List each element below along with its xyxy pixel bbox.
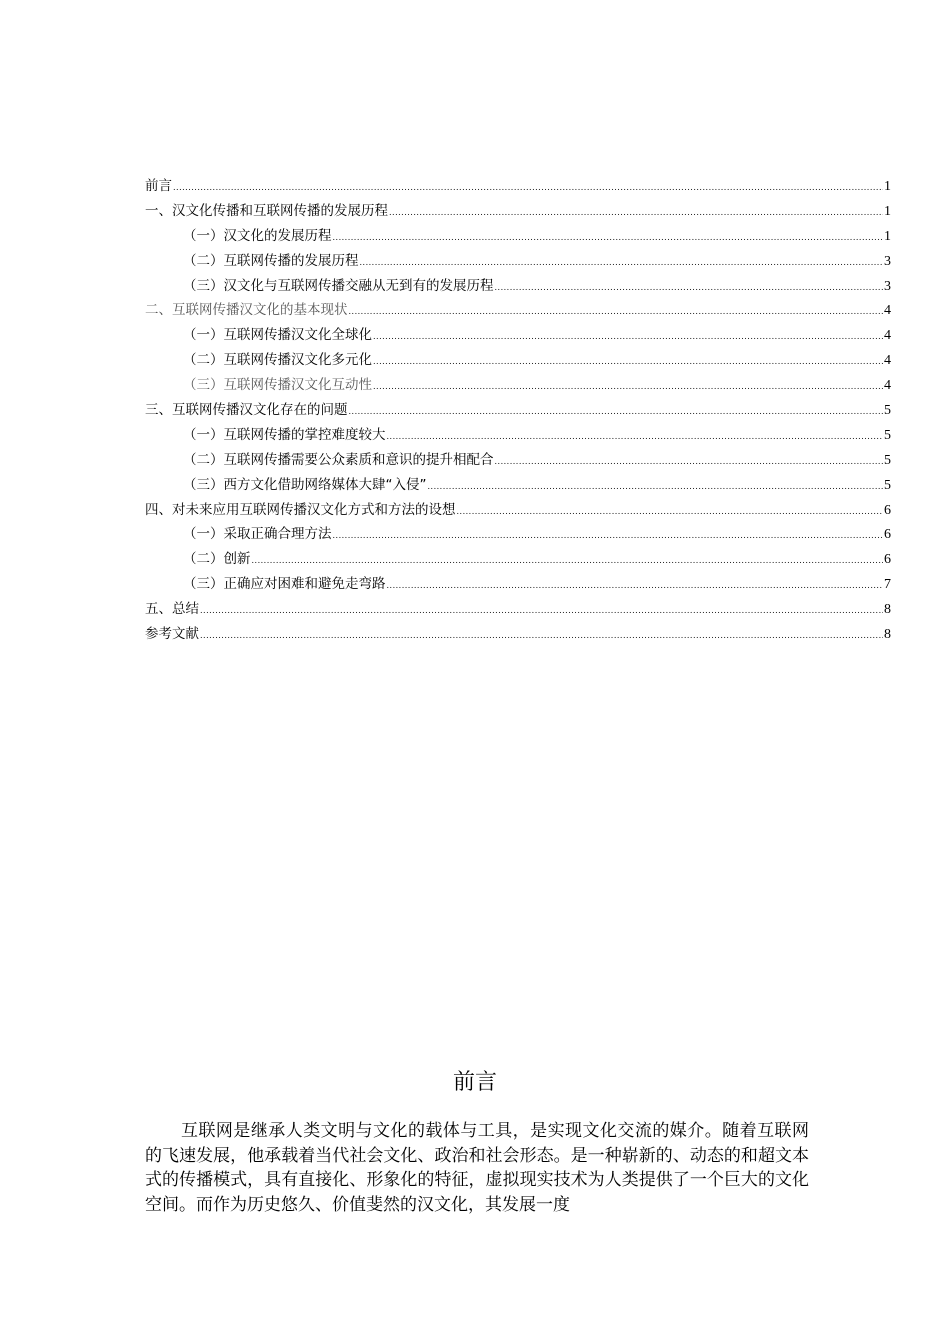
toc-entry[interactable] xyxy=(145,373,891,398)
table-of-contents xyxy=(145,174,891,647)
toc-page-number: 5 xyxy=(884,427,891,443)
toc-page-number: 4 xyxy=(884,303,891,319)
toc-entry-label: 二、互联网传播汉文化的基本现状 xyxy=(145,302,348,319)
toc-entry-label: （一）互联网传播的掌控难度较大 xyxy=(183,426,386,443)
toc-entry-label: （二）互联网传播需要公众素质和意识的提升相配合 xyxy=(183,451,494,468)
toc-page-number: 6 xyxy=(884,552,891,568)
toc-entry-label: （三）互联网传播汉文化互动性 xyxy=(183,377,372,394)
toc-leader-dots xyxy=(360,251,884,276)
toc-leader-dots xyxy=(333,524,884,549)
toc-entry-label: （二）互联网传播汉文化多元化 xyxy=(183,352,372,369)
toc-entry-label: 三、互联网传播汉文化存在的问题 xyxy=(145,402,348,419)
toc-leader-dots xyxy=(495,276,884,301)
toc-entry[interactable] xyxy=(145,473,891,498)
toc-entry-label: （二）互联网传播的发展历程 xyxy=(183,252,359,269)
toc-entry-label: （一）汉文化的发展历程 xyxy=(183,227,332,244)
toc-page-number: 5 xyxy=(884,403,891,419)
toc-entry[interactable] xyxy=(145,298,891,323)
toc-leader-dots xyxy=(333,226,884,251)
toc-leader-dots xyxy=(373,375,883,400)
toc-entry[interactable] xyxy=(145,348,891,373)
toc-page-number: 1 xyxy=(884,179,891,194)
body-paragraph: 互联网是继承人类文明与文化的载体与工具，是实现文化交流的媒介。随着互联网的飞速发展，他承载着当代社会文化、政治和社会形态。是一种崭新的、动态的和超文本式的传播模式，具有直接化、形象化的特征，虚拟现实技术为人类提供了一个巨大的文化空间。而作为历史悠久、价值斐然的汉文化，其发展一度 xyxy=(145,1121,809,1215)
toc-entry-label: 参考文献 xyxy=(145,626,199,643)
section-heading: 前言 xyxy=(452,1070,497,1095)
toc-page-number: 7 xyxy=(884,577,891,593)
toc-leader-dots xyxy=(495,450,884,475)
toc-leader-dots xyxy=(173,176,883,201)
toc-leader-dots xyxy=(349,400,884,425)
toc-page-number: 4 xyxy=(884,378,891,394)
toc-leader-dots xyxy=(387,425,884,450)
toc-page-number: 4 xyxy=(884,353,891,369)
toc-page-number: 8 xyxy=(884,627,891,643)
toc-leader-dots xyxy=(252,549,884,574)
toc-entry-label: （三）西方文化借助网络媒体大肆“入侵” xyxy=(183,476,427,493)
toc-leader-dots xyxy=(457,500,884,525)
toc-entry[interactable] xyxy=(145,547,891,572)
toc-entry[interactable] xyxy=(145,572,891,597)
toc-entry[interactable] xyxy=(145,498,891,523)
toc-entry[interactable] xyxy=(145,597,891,622)
toc-page-number: 1 xyxy=(884,228,891,244)
toc-entry[interactable] xyxy=(145,398,891,423)
toc-page-number: 5 xyxy=(884,452,891,468)
toc-leader-dots xyxy=(373,325,883,350)
toc-page-number: 5 xyxy=(884,477,891,493)
toc-entry[interactable] xyxy=(145,423,891,448)
toc-entry-label: （三）正确应对困难和避免走弯路 xyxy=(183,576,386,593)
toc-entry-label: （一）互联网传播汉文化全球化 xyxy=(183,327,372,344)
toc-entry-label: 前言 xyxy=(145,178,172,194)
toc-entry[interactable] xyxy=(145,622,891,647)
toc-leader-dots xyxy=(389,201,883,226)
toc-leader-dots xyxy=(200,599,883,624)
toc-page-number: 3 xyxy=(884,253,891,269)
toc-entry[interactable] xyxy=(145,522,891,547)
toc-entry[interactable] xyxy=(145,448,891,473)
toc-leader-dots xyxy=(428,475,884,500)
toc-entry-label: （一）采取正确合理方法 xyxy=(183,526,332,543)
toc-leader-dots xyxy=(349,300,884,325)
toc-leader-dots xyxy=(200,624,883,649)
toc-entry-label: 四、对未来应用互联网传播汉文化方式和方法的设想 xyxy=(145,501,456,518)
toc-entry[interactable] xyxy=(145,199,891,224)
toc-entry-label: 一、汉文化传播和互联网传播的发展历程 xyxy=(145,202,388,219)
toc-entry[interactable] xyxy=(145,249,891,274)
toc-page-number: 3 xyxy=(884,278,891,294)
toc-page-number: 8 xyxy=(884,602,891,618)
toc-entry[interactable] xyxy=(145,323,891,348)
toc-entry[interactable] xyxy=(145,274,891,299)
toc-entry-label: （三）汉文化与互联网传播交融从无到有的发展历程 xyxy=(183,277,494,294)
toc-page-number: 6 xyxy=(884,502,891,518)
toc-page-number: 4 xyxy=(884,328,891,344)
toc-leader-dots xyxy=(373,350,883,375)
toc-leader-dots xyxy=(387,574,884,599)
toc-entry[interactable] xyxy=(145,224,891,249)
toc-entry[interactable] xyxy=(145,174,891,199)
toc-page-number: 6 xyxy=(884,527,891,543)
toc-entry-label: 五、总结 xyxy=(145,601,199,618)
toc-entry-label: （二）创新 xyxy=(183,551,251,568)
toc-page-number: 1 xyxy=(884,203,891,219)
